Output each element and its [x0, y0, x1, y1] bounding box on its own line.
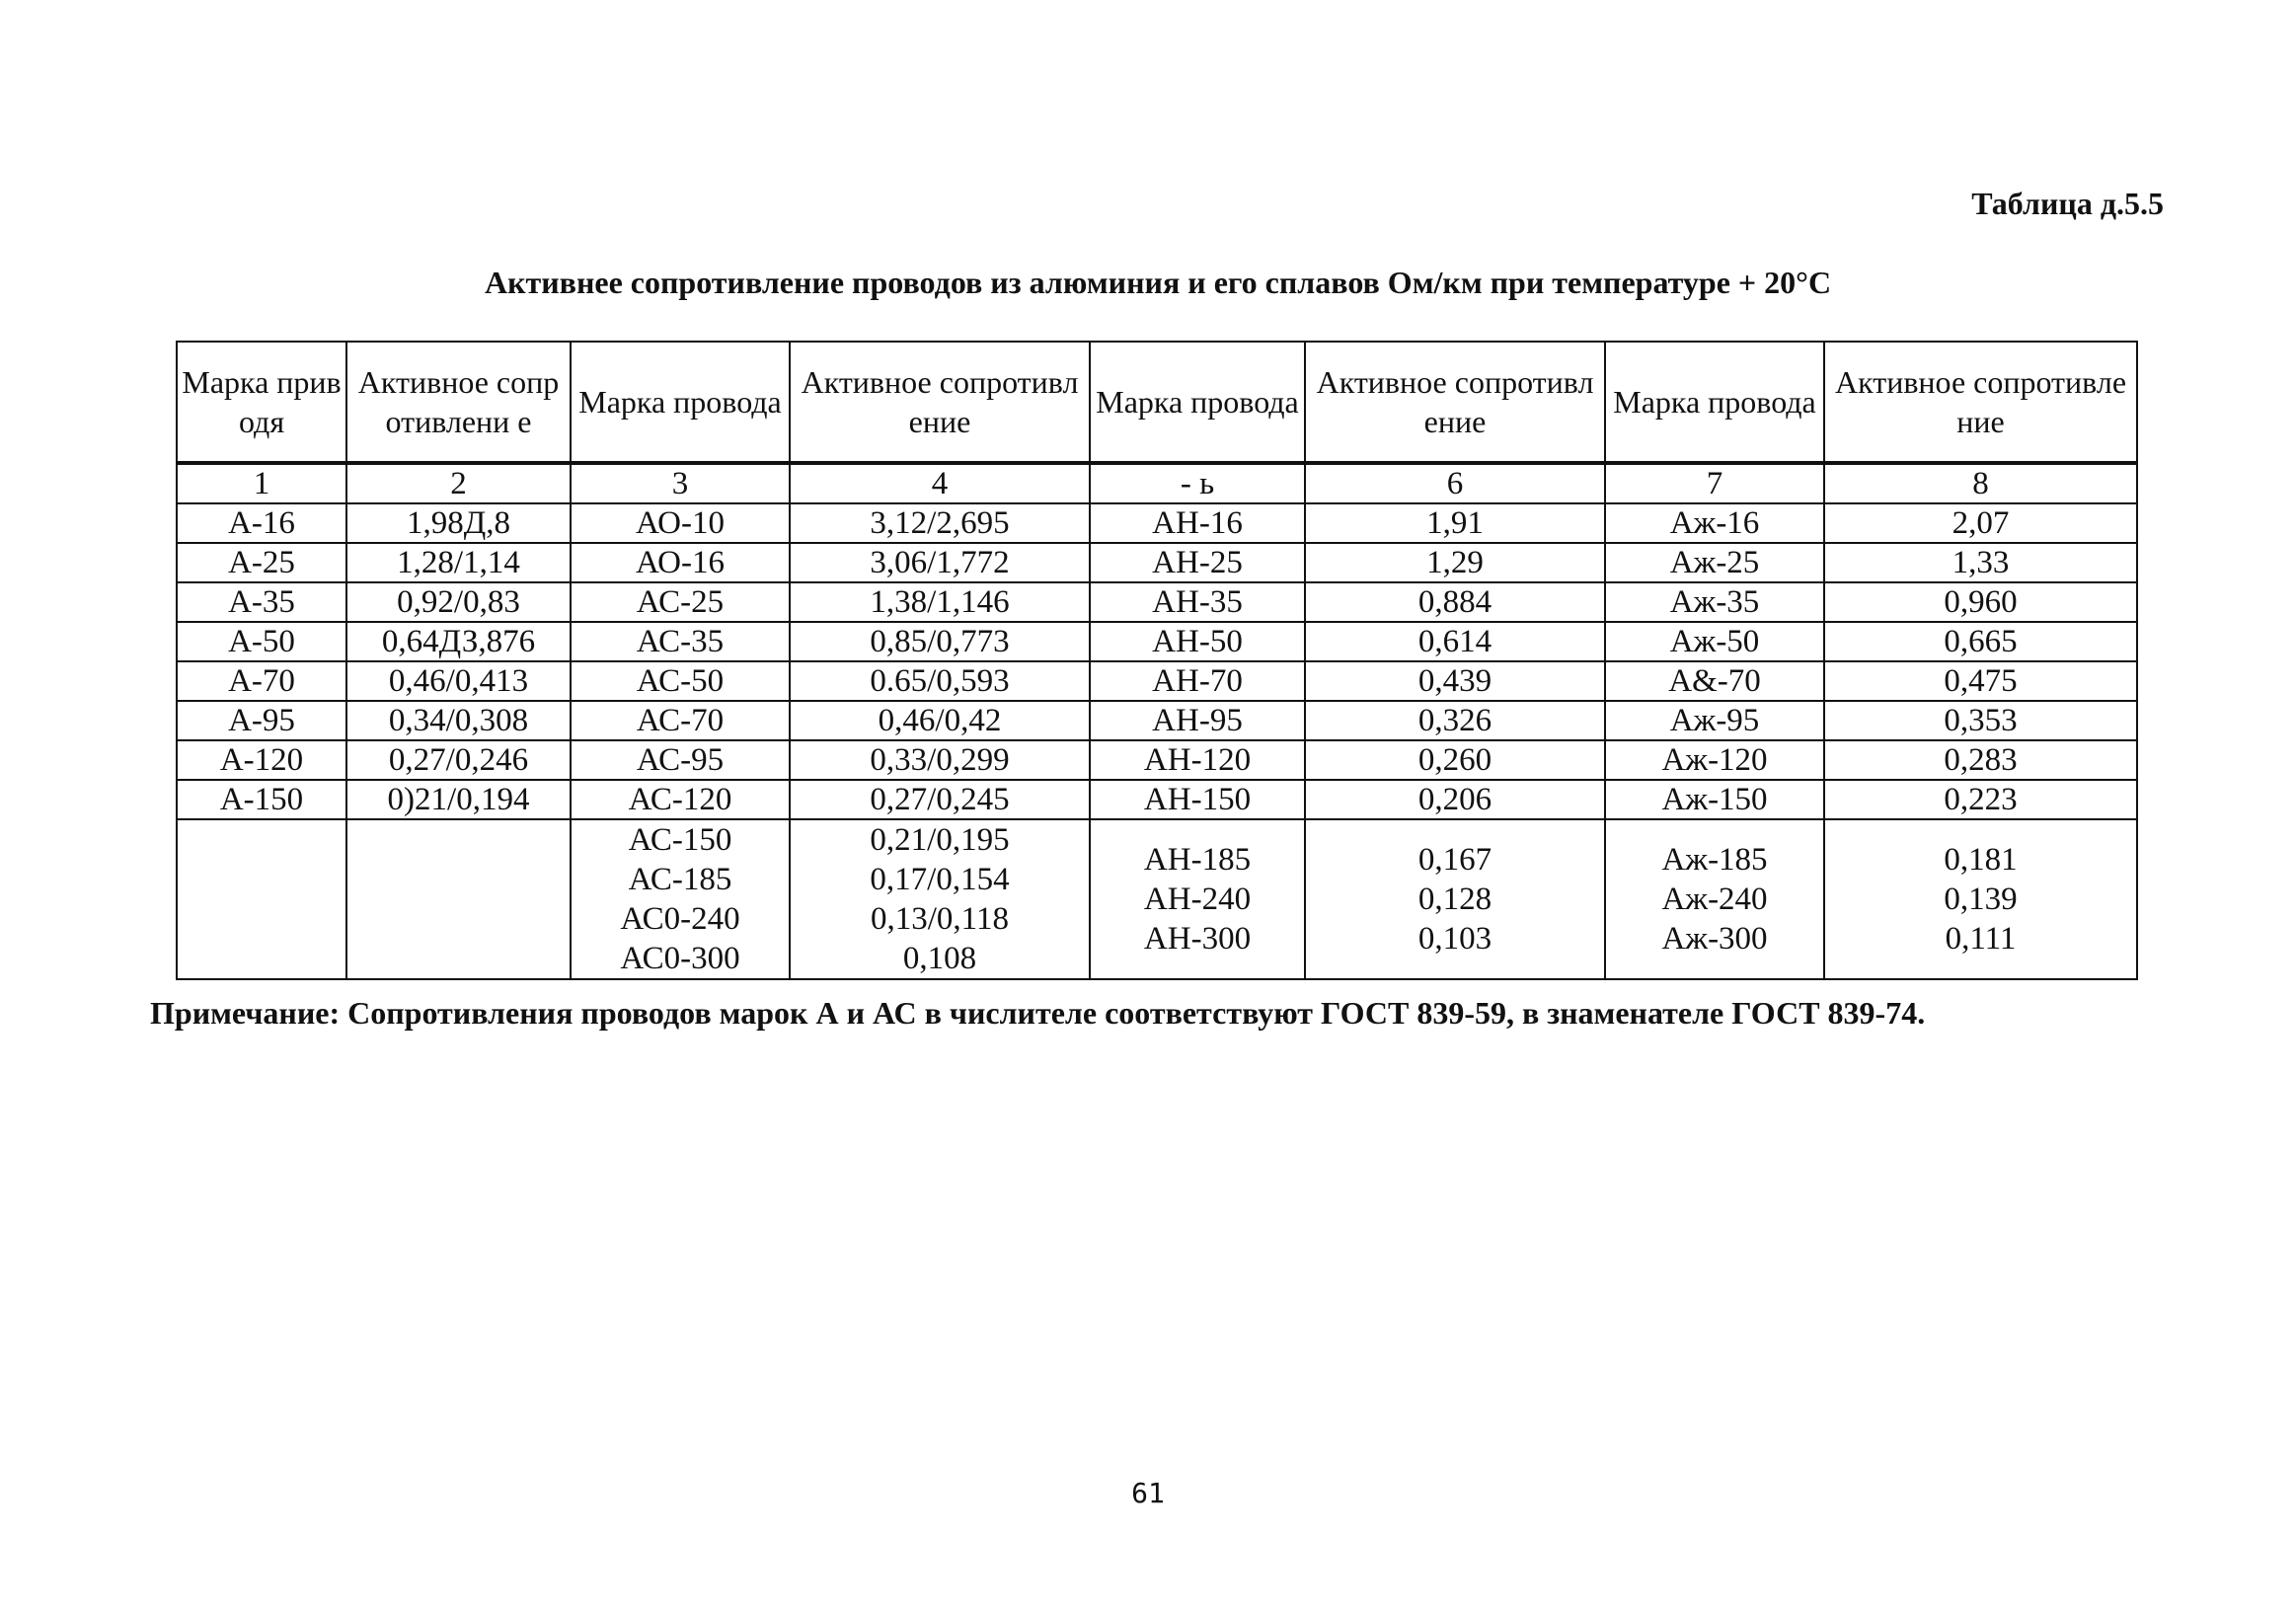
column-number: 1: [177, 463, 346, 503]
table-cell: 0,283: [1824, 740, 2137, 780]
table-cell: АН-25: [1090, 543, 1305, 582]
table-caption: Активнее сопротивление проводов из алюминия и его сплавов Ом/км при температуре + 20°С: [484, 265, 1832, 300]
column-number: 2: [346, 463, 571, 503]
header-cell: Активное сопротивлени е: [346, 342, 571, 463]
column-number-row: [177, 463, 2137, 503]
column-number: 8: [1824, 463, 2137, 503]
table-cell: АС-120: [571, 780, 790, 819]
table-cell: АН-95: [1090, 701, 1305, 740]
cell-line: Аж-185: [1661, 842, 1768, 878]
table-cell: 0,665: [1824, 622, 2137, 661]
header-cell: Марка провода: [1090, 342, 1305, 463]
table-cell: 2,07: [1824, 503, 2137, 543]
table-cell: 0,46/0,42: [790, 701, 1090, 740]
cell-line: 0,111: [1945, 921, 2017, 957]
table-cell: АН-120: [1090, 740, 1305, 780]
table-row-multi: [177, 819, 2137, 979]
table-cell: Аж-16: [1605, 503, 1824, 543]
table-cell: 0,439: [1305, 661, 1605, 701]
header-cell: Активное сопротивление: [1305, 342, 1605, 463]
table-cell: 3,12/2,695: [790, 503, 1090, 543]
column-number: 7: [1605, 463, 1824, 503]
cell-line: 0,181: [1944, 842, 2018, 878]
header-cell: Марка приводя: [177, 342, 346, 463]
table-cell: 0.65/0,593: [790, 661, 1090, 701]
cell-line: 0,103: [1417, 921, 1492, 957]
table-cell: АН-50: [1090, 622, 1305, 661]
column-number: 6: [1305, 463, 1605, 503]
column-number: 4: [790, 463, 1090, 503]
table-row: [177, 543, 2137, 582]
cell-line: 0,17/0,154: [870, 862, 1010, 897]
cell-line: АС0-240: [620, 901, 740, 937]
table-cell: А-95: [177, 701, 346, 740]
table-row: [177, 780, 2137, 819]
table-cell: 0,46/0,413: [346, 661, 571, 701]
table-body: [177, 463, 2137, 979]
cell-line: 0,139: [1944, 882, 2018, 917]
table-cell: 1,91: [1305, 503, 1605, 543]
table-cell: 3,06/1,772: [790, 543, 1090, 582]
cell-line: АС0-300: [620, 941, 740, 976]
table-cell: АН-150: [1090, 780, 1305, 819]
cell-line: АН-185: [1143, 842, 1252, 878]
table-cell: 0,475: [1824, 661, 2137, 701]
table-row: [177, 661, 2137, 701]
table-cell: 0,33/0,299: [790, 740, 1090, 780]
table-cell: 1,33: [1824, 543, 2137, 582]
table-cell: А&-70: [1605, 661, 1824, 701]
cell-line: 0,21/0,195: [870, 822, 1010, 858]
table-cell-multi: [571, 819, 790, 979]
table-cell: АО-10: [571, 503, 790, 543]
table-cell: [346, 819, 571, 979]
table-cell: АО-16: [571, 543, 790, 582]
table-cell: Аж-35: [1605, 582, 1824, 622]
table-cell: А-150: [177, 780, 346, 819]
table-cell-multi: [1605, 819, 1824, 979]
table-cell: 0,614: [1305, 622, 1605, 661]
table-cell: 0,85/0,773: [790, 622, 1090, 661]
table-cell: Аж-50: [1605, 622, 1824, 661]
cell-line: 0,167: [1417, 842, 1492, 878]
table-cell: 0,884: [1305, 582, 1605, 622]
table-cell-multi: [1824, 819, 2137, 979]
table-cell: 0)21/0,194: [346, 780, 571, 819]
header-cell: Марка провода: [571, 342, 790, 463]
table-cell: Аж-25: [1605, 543, 1824, 582]
table-row: [177, 582, 2137, 622]
table-cell: 1,98Д,8: [346, 503, 571, 543]
table-cell-multi: [1305, 819, 1605, 979]
table-label: Таблица д.5.5: [1971, 186, 2164, 221]
table-row: [177, 740, 2137, 780]
table-cell: А-70: [177, 661, 346, 701]
table-cell: Аж-95: [1605, 701, 1824, 740]
page-number: 61: [1131, 1477, 1165, 1509]
cell-line: 0,13/0,118: [871, 901, 1009, 937]
table-row: [177, 701, 2137, 740]
table-cell: 0,206: [1305, 780, 1605, 819]
cell-line: Аж-300: [1661, 921, 1768, 957]
table-cell: 1,29: [1305, 543, 1605, 582]
table-cell: АН-70: [1090, 661, 1305, 701]
header-row: [177, 342, 2137, 463]
table-cell: 0,27/0,246: [346, 740, 571, 780]
cell-line: 0,128: [1417, 882, 1492, 917]
table-row: [177, 622, 2137, 661]
table-cell: А-50: [177, 622, 346, 661]
table-note: Примечание: Сопротивления проводов марок А и АС в числителе соответствуют ГОСТ 839-59, в знаменателе ГОСТ 839-74.: [150, 995, 1926, 1031]
table-cell: Аж-150: [1605, 780, 1824, 819]
header-cell: Активное сопротивление: [1824, 342, 2137, 463]
table-cell: АС-50: [571, 661, 790, 701]
table-cell: 1,28/1,14: [346, 543, 571, 582]
table-cell: А-25: [177, 543, 346, 582]
table-cell: 0,92/0,83: [346, 582, 571, 622]
table-cell: АС-95: [571, 740, 790, 780]
table-cell: А-120: [177, 740, 346, 780]
cell-line: 0,108: [902, 941, 977, 976]
table-cell: АН-35: [1090, 582, 1305, 622]
table-cell: АС-35: [571, 622, 790, 661]
header-cell: Марка провода: [1605, 342, 1824, 463]
table-cell: 0,34/0,308: [346, 701, 571, 740]
table-cell: 0,27/0,245: [790, 780, 1090, 819]
table-cell: 0,223: [1824, 780, 2137, 819]
table-cell: Аж-120: [1605, 740, 1824, 780]
table-cell-multi: [1090, 819, 1305, 979]
cell-line: АН-240: [1143, 882, 1252, 917]
table-cell: 0,960: [1824, 582, 2137, 622]
resistance-table: [176, 341, 2138, 980]
column-number: - ь: [1090, 463, 1305, 503]
table-cell: АН-16: [1090, 503, 1305, 543]
table-cell: 0,326: [1305, 701, 1605, 740]
table-cell: 0,260: [1305, 740, 1605, 780]
table-cell: 0,353: [1824, 701, 2137, 740]
cell-line: АС-150: [628, 822, 732, 858]
table-cell: [177, 819, 346, 979]
cell-line: Аж-240: [1661, 882, 1768, 917]
table-cell: А-16: [177, 503, 346, 543]
column-number: 3: [571, 463, 790, 503]
table-cell: 1,38/1,146: [790, 582, 1090, 622]
table-cell: АС-25: [571, 582, 790, 622]
table-cell-multi: [790, 819, 1090, 979]
cell-line: АС-185: [628, 862, 732, 897]
table-row: [177, 503, 2137, 543]
table-cell: 0,64ДЗ,876: [346, 622, 571, 661]
table-cell: А-35: [177, 582, 346, 622]
header-cell: Активное сопротивление: [790, 342, 1090, 463]
cell-line: АН-300: [1143, 921, 1252, 957]
table-cell: АС-70: [571, 701, 790, 740]
